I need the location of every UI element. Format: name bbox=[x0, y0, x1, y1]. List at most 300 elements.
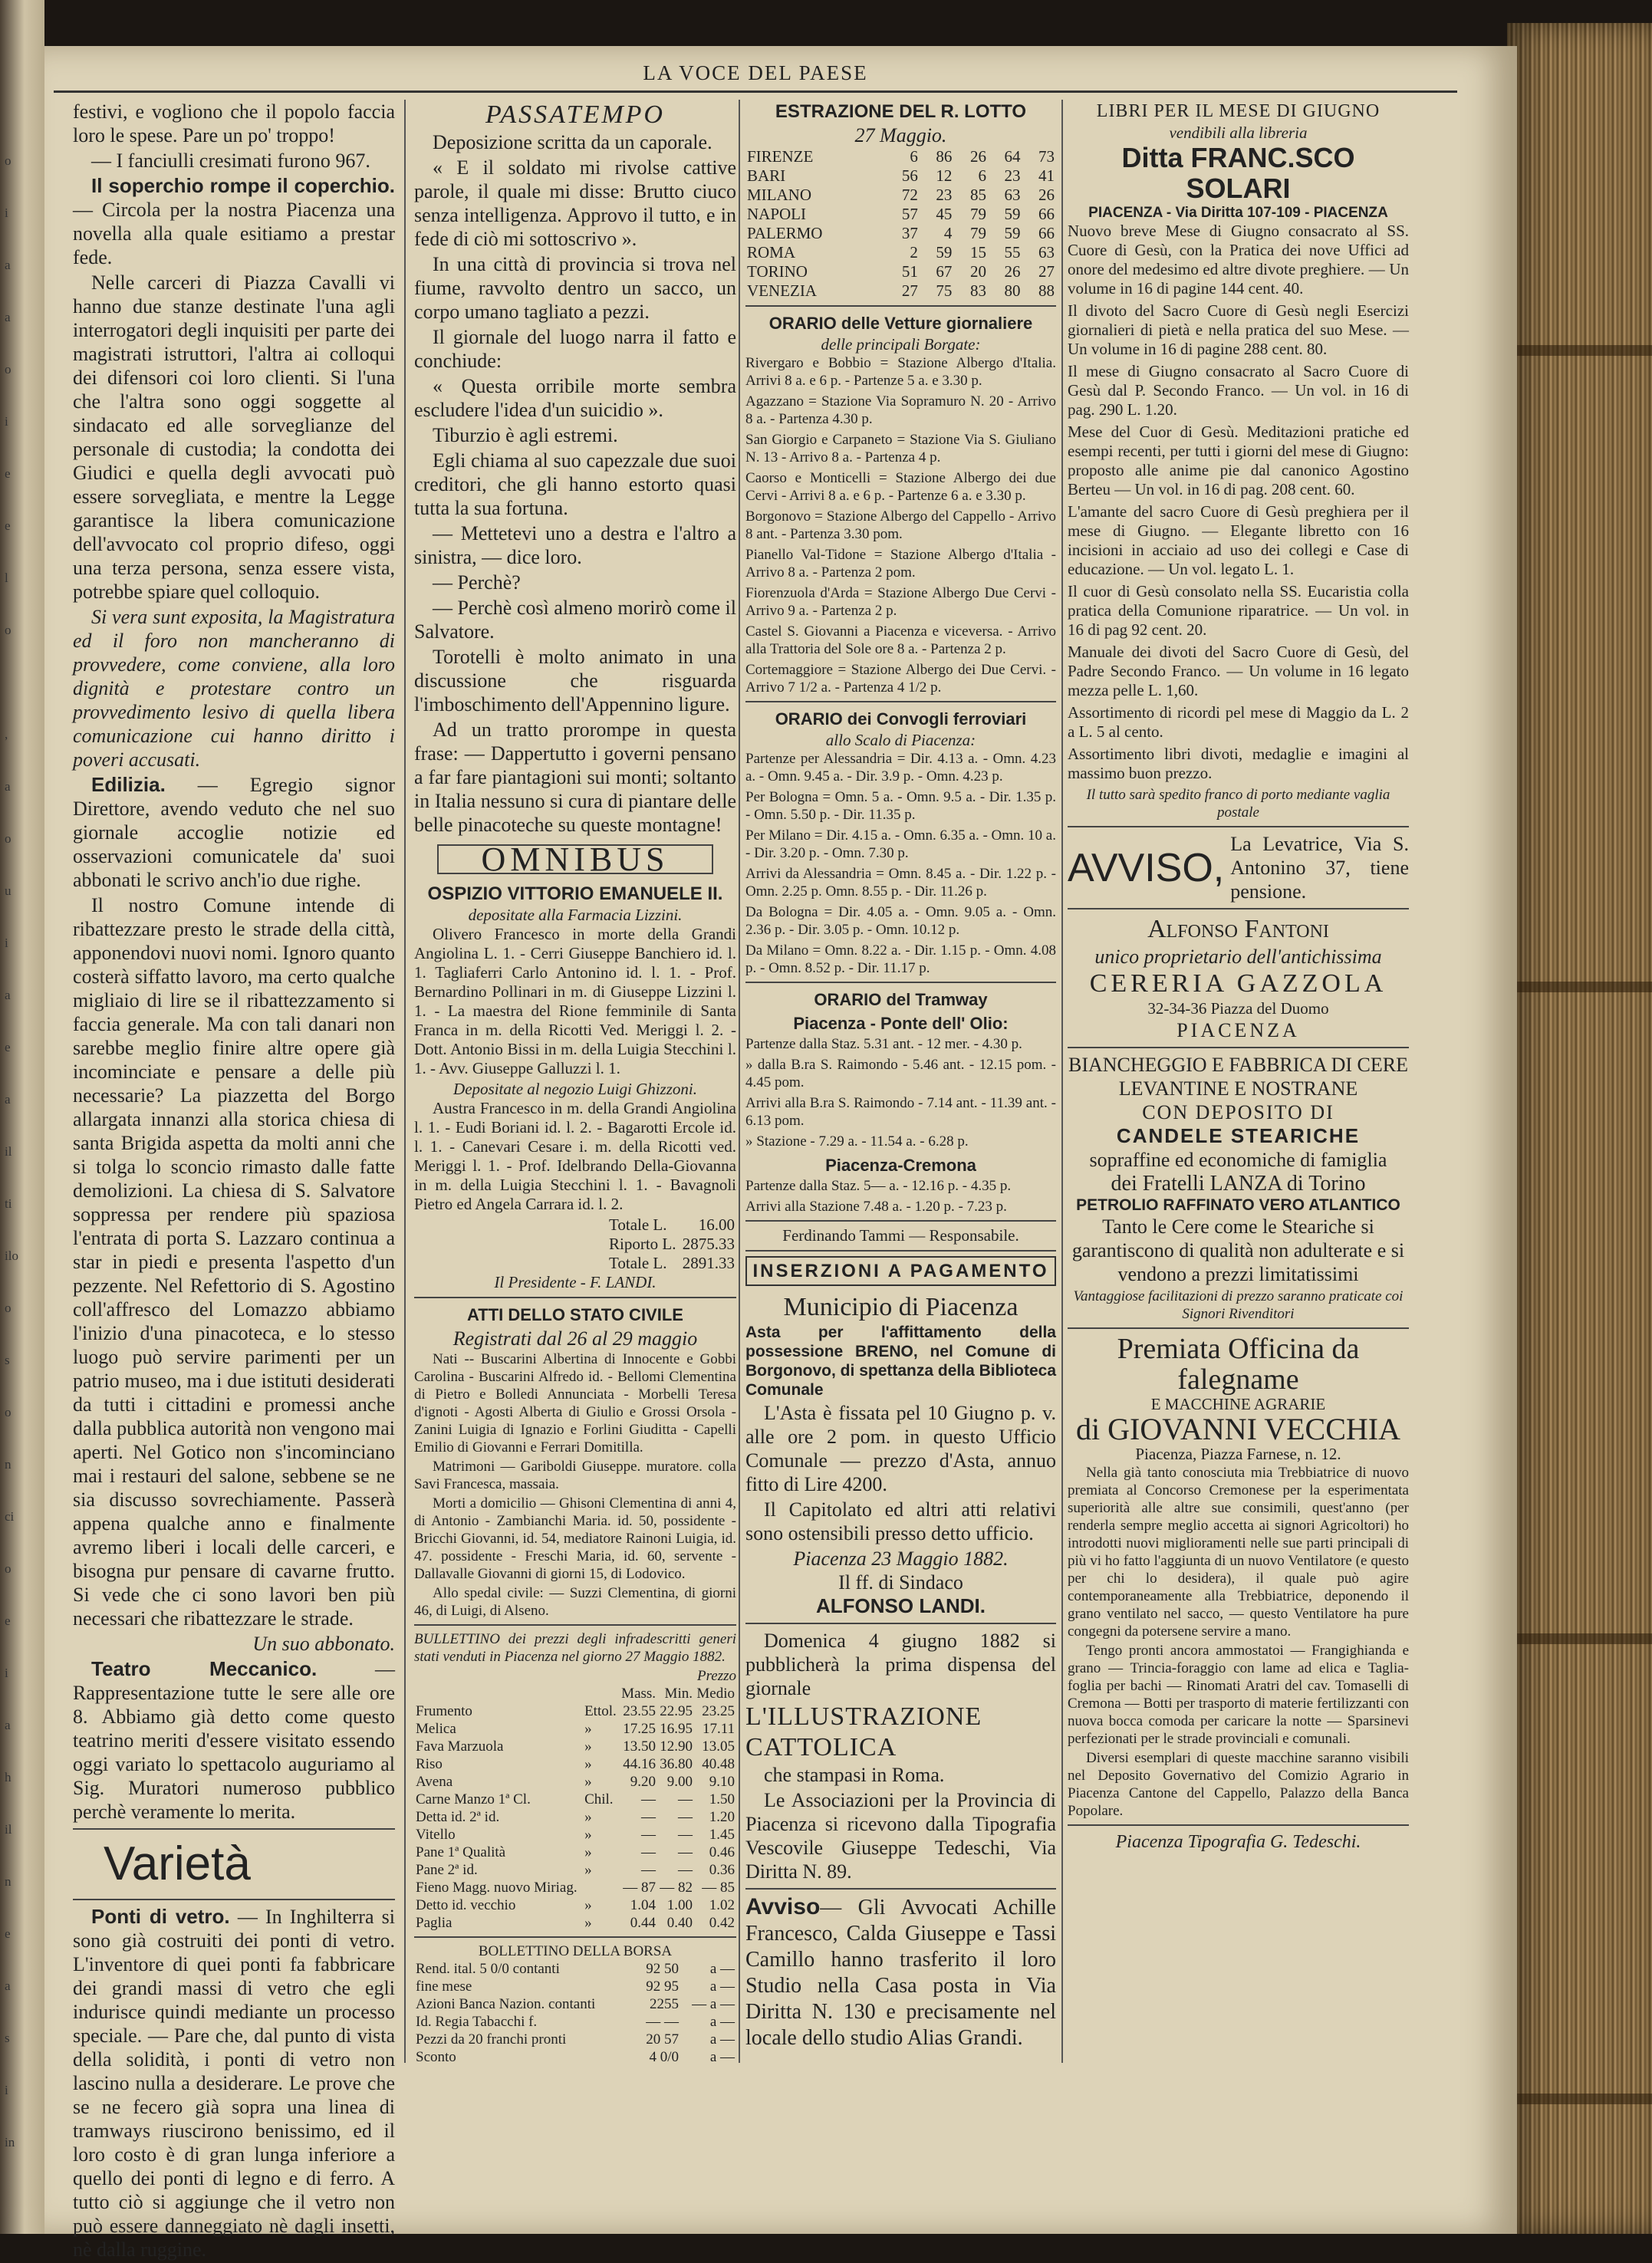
table-cell: — 82 bbox=[660, 1880, 693, 1896]
table-cell: Vitello bbox=[416, 1827, 456, 1843]
list-item: » dalla B.ra S. Raimondo - 5.46 ant. - 12.15 pom. - 4.45 pom. bbox=[745, 1057, 1056, 1090]
paragraph: Il nostro Comune intende di ribattezzare presto le strade della città, apponendovi nuovi nomi. Ignoro quanto costerà siffatto lavoro, ma certo qualche migliaio di lire se il ribattezzamento si faccia generale. Ma con tali danari non sarebbe meglio finire altre opere già incominciate e pensare a delle più necessarie? La piazzetta del Borgo allargata innanzi alla storica chiesa di santa Brigida aspetta da molti anni che si tolga lo sconcio rimasto dalle fatte demolizioni. La chiesa di S. Salvatore soppressa per rendere più spaziosa l'entrata di porta S. Lazzaro continua a star in piedi e presenta l'aspetto d'un pezzente. Nel Refettorio di S. Agostino coll'affresco del Lomazzo abbiamo l'inizio d'una pinacoteca, e lo stesso luogo può servire parimenti per un patrio museo, ma i due istituti desiderati da tutti i cittadini e promessi anche dalla pubblica autorità non vengono mai aperti. Nel Gotico non s'incominciano mai i restauri del salone, sebbene se ne sia discusso sovrechiamente. Passerà appena qualche anno e finalmente avremo liberi i locali delle carceri, e bisogna pur pensare di cavarne frutto. Si vede che ci sono lavori ben più necessari che ribattezzare le strade. bbox=[73, 894, 395, 1630]
table-cell: 9.00 bbox=[666, 1774, 693, 1790]
column-header: Medio bbox=[696, 1686, 735, 1702]
column-rule bbox=[739, 100, 740, 2063]
paragraph: Tengo pronti ancora ammostatoi — Frangighianda e grano — Trincia-foraggio con lame ad elica e Taglia-foglia per bachi — Rinomati Aratri del cav. Tomaselli di Cremona — Botti per trasporto di materie fertilizzanti con nuova bocca comoda per caricare la notte — Sparsinevi perfezionati per le strade provinciali e comunali. bbox=[1068, 1643, 1409, 1747]
paragraph: Asta per l'affittamento della possessione BRENO, nel Comune di Borgonovo, di spettanza della Biblioteca Comunale bbox=[745, 1324, 1056, 1399]
paragraph: — Egregio signor Direttore, avendo veduto che nel suo giornale accoglie notizie ed osservazioni comunicatele da' suoi abbonati le scrivo anch'io due righe. bbox=[73, 774, 396, 891]
shop-name: Premiata Officina da falegname bbox=[1117, 1333, 1360, 1396]
table-row bbox=[414, 1738, 736, 1755]
list-item: Partenze per Alessandria = Dir. 4.13 a. - Omn. 4.23 a. - Omn. 9.45 a. - Dir. 3.9 p. - Omn. 4.23 p. bbox=[745, 751, 1056, 784]
table-cell: 92 95 bbox=[646, 1978, 679, 1995]
previous-page-margin bbox=[0, 0, 44, 2234]
table-cell: Detta id. 2ª id. bbox=[416, 1809, 500, 1825]
value: 2875.33 bbox=[682, 1235, 735, 1253]
paragraph: In una città di provincia si trova nel fiume, ravvolto dentro un sacco, un corpo umano tagliato a pezzi. bbox=[414, 253, 736, 323]
margin-fragment: a bbox=[5, 258, 11, 272]
number-cell: 20 bbox=[969, 262, 986, 281]
list-item: Partenze dalla Staz. 5.31 ant. - 12 mer. - 4.30 p. bbox=[745, 1036, 1022, 1052]
number-cell: 45 bbox=[936, 205, 953, 223]
subsection-title: ORARIO dei Convogli ferroviari bbox=[775, 709, 1027, 729]
number-cell: 80 bbox=[1004, 281, 1021, 300]
table-cell: Carne Manzo 1ª Cl. bbox=[416, 1791, 531, 1807]
caption: Il tutto sarà spedito franco di porto mediante vaglia postale bbox=[1086, 787, 1390, 821]
table-cell: — bbox=[641, 1844, 657, 1860]
column-rule bbox=[404, 100, 406, 2063]
number-cell: 6 bbox=[910, 147, 918, 166]
paragraph: Domenica 4 giugno 1882 si pubblicherà la prima dispensa del giornale bbox=[745, 1630, 1056, 1699]
subsection-title: Piacenza-Cremona bbox=[825, 1156, 976, 1175]
subsection-title: ESTRAZIONE DEL R. LOTTO bbox=[775, 101, 1027, 122]
paragraph: — Perchè così almeno morirò come il Salvatore. bbox=[414, 597, 736, 643]
paragraph: — Circola per la nostra Piacenza una novella alla quale esitiamo a prestar fede. bbox=[73, 199, 395, 268]
margin-fragment: i bbox=[5, 2083, 8, 2097]
number-cell: 64 bbox=[1004, 147, 1021, 166]
table-row bbox=[414, 1791, 736, 1808]
paragraph: festivi, e vogliono che il popolo faccia loro le spese. Pare un po' troppo! bbox=[73, 100, 395, 146]
lotto-table bbox=[745, 147, 1056, 301]
number-cell: 73 bbox=[1038, 147, 1055, 166]
caption: delle principali Borgate: bbox=[821, 335, 981, 354]
table-cell: — bbox=[641, 1791, 657, 1807]
shop-name: Alfonso Fantoni bbox=[1147, 915, 1329, 943]
table-cell: 36.80 bbox=[660, 1756, 693, 1772]
table-row bbox=[745, 166, 1056, 186]
table-cell: fine mese bbox=[416, 1978, 472, 1995]
paragraph: Olivero Francesco in morte della Grandi Angiolina L. 1. - Cerri Giuseppe Banchiero id. l. 1. Tagliaferri Carlo Antonino id. l. 1. - Prof. Bernardino Pollinari in m. di Giuseppe Lizzini l. 1. - La maestra del Rione femminile di Santa Franca in m. della Ricotti Ved. Meriggi l. 2. - Dott. Antonio Bissi in m. della Luigia Stecchini l. 1. - Avv. Giuseppe Galluzzi l. 1. bbox=[414, 925, 736, 1077]
prices-table bbox=[414, 1685, 736, 1932]
paragraph: Si vera sunt exposita, la Magistratura ed il foro non mancheranno di provvedere, come conviene, alla loro dignità e protestare contro un provvedimento lesivo di quella libera comunicazione cui hanno diritto i poveri accusati. bbox=[73, 606, 395, 771]
column-header: Mass. bbox=[621, 1686, 657, 1702]
divider bbox=[414, 1624, 736, 1626]
masthead-rule bbox=[54, 90, 1457, 93]
avviso-heading: AVVISO, bbox=[1068, 845, 1225, 890]
list-item: Da Bologna = Dir. 4.05 a. - Omn. 9.05 a. - Omn. 2.36 p. - Dir. 3.05 p. - Omn. 10.12 p. bbox=[745, 904, 1056, 938]
table-row bbox=[414, 1808, 736, 1826]
paragraph: Deposizione scritta da un caporale. bbox=[433, 131, 712, 153]
table-row bbox=[414, 1861, 736, 1879]
table-cell: 23.55 bbox=[623, 1703, 657, 1719]
table-cell: Sconto bbox=[416, 2049, 456, 2065]
table-cell: 0.36 bbox=[709, 1862, 735, 1878]
list-item: Mese del Cuor di Gesù. Meditazioni pratiche ed esempi recenti, per tutti i giorni del mese di Giugno: proposto alle anime pie dal canonico Agostino Berteu — Un vol. in 16 di pag. 208 cent. 60. bbox=[1068, 423, 1409, 498]
date: Piacenza 23 Maggio 1882. bbox=[793, 1548, 1009, 1570]
divider bbox=[745, 1250, 1056, 1252]
number-cell: 66 bbox=[1038, 205, 1055, 223]
margin-fragment: i bbox=[5, 1666, 8, 1680]
subsection-title: LIBRI PER IL MESE DI GIUGNO bbox=[1096, 101, 1381, 121]
caption: sopraffine ed economiche di famiglia bbox=[1089, 1149, 1387, 1171]
margin-fragment: o bbox=[5, 362, 12, 377]
margin-fragment: i bbox=[5, 414, 8, 429]
caption: Registrati dal 26 al 29 maggio bbox=[452, 1327, 698, 1350]
table-cell: » bbox=[584, 1774, 592, 1790]
table-row bbox=[745, 243, 1056, 262]
table-cell: 1.00 bbox=[666, 1897, 693, 1913]
imprint: Piacenza Tipografia G. Tedeschi. bbox=[1115, 1832, 1361, 1852]
list-item: Nuovo breve Mese di Giugno consacrato al SS. Cuore di Gesù, con la Pratica dei nove Uffici ad onore del medesimo ed altre divote preghiere. — Un volume in 16 di pagine 144 cent. 40. bbox=[1068, 222, 1409, 298]
number-cell: 26 bbox=[1004, 262, 1021, 281]
margin-fragment: o bbox=[5, 623, 12, 637]
table-cell: a — bbox=[709, 2049, 735, 2065]
section-title: Varietà bbox=[104, 1837, 251, 1890]
table-cell: 12.90 bbox=[660, 1738, 693, 1755]
number-cell: 59 bbox=[1004, 224, 1021, 242]
table-cell: — bbox=[677, 1809, 693, 1825]
table-cell: — 87 bbox=[623, 1880, 657, 1896]
table-cell: Pezzi da 20 franchi pronti bbox=[416, 2031, 567, 2048]
caption: Prezzo bbox=[696, 1668, 736, 1684]
number-cell: 56 bbox=[901, 166, 918, 185]
table-cell: 17.25 bbox=[623, 1721, 657, 1737]
table-row bbox=[745, 205, 1056, 224]
list-item: Il divoto del Sacro Cuore di Gesù negli Esercizi giornalieri di pietà e nella pratica del suo Mese. — Un volume in 16 di pagine 288 cent. 80. bbox=[1068, 301, 1409, 358]
label: Riporto L. bbox=[609, 1235, 676, 1253]
table-cell: a — bbox=[709, 1978, 735, 1995]
margin-fragment: e bbox=[5, 1040, 11, 1054]
city-cell: TORINO bbox=[747, 262, 808, 281]
divider bbox=[1068, 1047, 1409, 1048]
table-cell: Pane 1ª Qualità bbox=[416, 1844, 506, 1860]
list-item: Assortimento di ricordi pel mese di Maggio da L. 2 a L. 5 al cento. bbox=[1068, 703, 1409, 741]
table-cell: Melica bbox=[416, 1721, 456, 1737]
number-cell: 79 bbox=[969, 205, 986, 223]
table-cell: Rend. ital. 5 0/0 contanti bbox=[416, 1961, 560, 1977]
number-cell: 26 bbox=[1038, 186, 1055, 204]
margin-fragment: o bbox=[5, 1405, 12, 1419]
number-cell: 51 bbox=[901, 262, 918, 281]
paragraph: — Mettetevi uno a destra e l'altro a sinistra, — dice loro. bbox=[414, 522, 736, 568]
table-cell: » bbox=[584, 1721, 592, 1737]
caption: Depositate al negozio Luigi Ghizzoni. bbox=[453, 1080, 697, 1098]
table-cell: — 85 bbox=[702, 1880, 735, 1896]
book-edge bbox=[1507, 23, 1652, 2234]
subsection-title: ORARIO delle Vetture giornaliere bbox=[768, 314, 1033, 333]
table-cell: — bbox=[677, 1844, 693, 1860]
number-cell: 6 bbox=[978, 166, 986, 185]
paragraph: Tanto le Cere come le Steariche si garantiscono di qualità non adulterate e si vendono a prezzi limitatissimi bbox=[1071, 1215, 1405, 1285]
divider bbox=[1068, 826, 1409, 827]
list-item: Assortimento libri divoti, medaglie e imagini al massimo buon prezzo. bbox=[1068, 745, 1409, 782]
city-cell: MILANO bbox=[747, 186, 811, 204]
label: Totale L. bbox=[609, 1215, 667, 1234]
paragraph: — I fanciulli cresimati furono 967. bbox=[91, 150, 370, 172]
margin-fragment: e bbox=[5, 466, 11, 481]
paragraph: Vantaggiose facilitazioni di prezzo saranno praticate coi Signori Rivenditori bbox=[1073, 1288, 1404, 1322]
responsabile: Ferdinando Tammi — Responsabile. bbox=[782, 1226, 1019, 1245]
table-cell: a — bbox=[709, 2031, 735, 2048]
table-cell: — bbox=[677, 1862, 693, 1878]
number-cell: 12 bbox=[936, 166, 953, 185]
city-cell: BARI bbox=[747, 166, 786, 185]
table-cell: — a — bbox=[692, 1996, 735, 2012]
table-cell bbox=[583, 1879, 619, 1896]
list-item: Da Milano = Omn. 8.22 a. - Dir. 1.15 p. - Omn. 4.08 p. - Omn. 8.52 p. - Dir. 11.17 p. bbox=[745, 942, 1056, 976]
list-item: L'amante del sacro Cuore di Gesù preghiera per il mese di Giugno. — Elegante libretto con 16 incisioni in acciaio ad uso dei collegi e Case di educazione. — Un vol. legato L. 1. bbox=[1068, 502, 1409, 578]
number-cell: 55 bbox=[1004, 243, 1021, 261]
paragraph: Nella già tanto conosciuta mia Trebbiatrice di nuovo premiata al Concorso Cremonese per la esperimentata superiorità alle altre sue consimili, quest'anno (per renderla sempre meglio accetta ai signori Agricoltori) ho introdotti nuovi miglioramenti nelle sue parti principali di più vi ho fatto l'aggiunta di un nuovo Ventilatore (e questo per chi lo desidera), il quale può agire contemporaneamente alla Trebbiatrice, deponendo il grano ventilato nel sacco, — questo Ventilatore ha pure congegni da potersene servire a mano. bbox=[1068, 1465, 1409, 1640]
number-cell: 4 bbox=[943, 224, 953, 242]
divider bbox=[745, 982, 1056, 983]
divider bbox=[73, 1899, 395, 1900]
table-cell: — bbox=[677, 1827, 693, 1843]
column-header: Min. bbox=[664, 1686, 693, 1702]
column-3 bbox=[745, 100, 1056, 2053]
list-item: Borgonovo = Stazione Albergo del Cappello - Arrivo 8 ant. - Partenza 3.30 pom. bbox=[745, 508, 1056, 542]
number-cell: 57 bbox=[901, 205, 918, 223]
margin-fragment: s bbox=[5, 1353, 10, 1367]
number-cell: 26 bbox=[969, 147, 986, 166]
shop-name: CERERIA GAZZOLA bbox=[1089, 969, 1387, 998]
list-item: Fiorenzuola d'Arda = Stazione Albergo Due Cervi - Arrivo 9 a. - Partenza 2 p. bbox=[745, 585, 1056, 619]
table-cell: 0.44 bbox=[630, 1915, 657, 1931]
table-row bbox=[414, 2013, 736, 2031]
paragraph: « Questa orribile morte sembra escludere l'idea d'un suicidio ». bbox=[414, 375, 736, 421]
table-cell: Azioni Banca Nazion. contanti bbox=[416, 1996, 596, 2012]
margin-fragment: e bbox=[5, 1613, 11, 1628]
paragraph: Nati -- Buscarini Albertina di Innocente e Gobbi Carolina - Buscarini Alfredo id. - Bellomi Clementina di Pietro e Bolledi Annunciata - Morbelli Teresa d'ignoti - Agosti Alberta di Giulio e Grossi Orsola - Zanini Luigia di Ignazio e Forlini Giuditta - Capelli Emilio di Giovanni e Ferrari Domitilla. bbox=[414, 1351, 736, 1455]
number-cell: 83 bbox=[969, 281, 986, 300]
list-item: Il mese di Giugno consacrato al Sacro Cuore di Gesù dal P. Secondo Franco. — Un vol. in 16 di pag. 290 L. 1.20. bbox=[1068, 362, 1409, 419]
list-item: Pianello Val-Tidone = Stazione Albergo d'Italia - Arrivo 8 a. - Partenza 2 pom. bbox=[745, 547, 1056, 581]
margin-fragment: il bbox=[5, 1822, 12, 1837]
table-row bbox=[745, 281, 1056, 301]
table-cell: 1.50 bbox=[709, 1791, 735, 1807]
table-cell: 23.25 bbox=[702, 1703, 735, 1719]
table-cell: » bbox=[584, 1738, 592, 1755]
margin-fragment: l bbox=[5, 571, 8, 585]
paragraph: Torotelli è molto animato in una discussione che risguarda l'imboschimento dell'Appennino ligure. bbox=[414, 646, 736, 715]
list-item: Agazzano = Stazione Via Sopramuro N. 20 - Arrivo 8 a. - Partenza 4.30 p. bbox=[745, 393, 1056, 427]
table-cell: 1.20 bbox=[709, 1809, 735, 1825]
signature: Un suo abbonato. bbox=[252, 1633, 395, 1655]
number-cell: 2 bbox=[910, 243, 918, 261]
divider bbox=[1068, 1327, 1409, 1329]
subsection-title: ATTI DELLO STATO CIVILE bbox=[467, 1305, 683, 1324]
number-cell: 88 bbox=[1038, 281, 1055, 300]
table-cell: — bbox=[641, 1827, 657, 1843]
paragraph: Allo spedal civile: — Suzzi Clementina, di giorni 46, di Luigi, di Alseno. bbox=[414, 1585, 736, 1619]
caption: 27 Maggio. bbox=[854, 124, 947, 146]
table-cell: Chil. bbox=[584, 1791, 614, 1807]
shop-name: Ditta FRANC.SCO SOLARI bbox=[1121, 142, 1355, 204]
city-cell: FIRENZE bbox=[747, 147, 814, 166]
margin-fragment: ci bbox=[5, 1509, 15, 1524]
column-rule bbox=[1061, 100, 1063, 2063]
table-cell: » bbox=[584, 1862, 592, 1878]
masthead: LA VOCE DEL PAESE bbox=[643, 61, 868, 84]
table-row bbox=[745, 262, 1056, 281]
margin-fragment: a bbox=[5, 988, 11, 1002]
table-cell: 92 50 bbox=[646, 1961, 679, 1977]
caption: dei Fratelli LANZA di Torino bbox=[1111, 1172, 1366, 1196]
divider bbox=[745, 1220, 1056, 1222]
margin-fragment: ti bbox=[5, 1196, 12, 1211]
caption: Il Presidente - F. LANDI. bbox=[494, 1273, 657, 1291]
table-cell: 13.50 bbox=[623, 1738, 657, 1755]
subsection-title: Municipio di Piacenza bbox=[783, 1293, 1019, 1321]
table-row bbox=[414, 2031, 736, 2048]
number-cell: 66 bbox=[1038, 224, 1055, 242]
section-title: INSERZIONI A PAGAMENTO bbox=[745, 1256, 1056, 1286]
table-cell: » bbox=[584, 1827, 592, 1843]
address: 32-34-36 Piazza del Duomo bbox=[1147, 999, 1329, 1018]
paragraph: Diversi esemplari di queste macchine saranno visibili nel Deposito Governativo del Comizio Agrario in Piacenza Cantone del Cappello, Palazzo della Banca Popolare. bbox=[1068, 1750, 1409, 1819]
table-row bbox=[745, 186, 1056, 205]
table-row bbox=[414, 1978, 736, 1995]
margin-fragment: o bbox=[5, 1561, 12, 1576]
number-cell: 41 bbox=[1038, 166, 1055, 185]
table-row bbox=[745, 224, 1056, 243]
margin-fragment: u bbox=[5, 883, 12, 898]
table-row bbox=[414, 1826, 736, 1844]
table-cell: 1.45 bbox=[709, 1827, 735, 1843]
table-row bbox=[414, 1896, 736, 1914]
caption: allo Scalo di Piacenza: bbox=[825, 731, 976, 749]
divider bbox=[414, 1936, 736, 1938]
city: PIACENZA bbox=[1176, 1019, 1300, 1041]
table-cell: — bbox=[641, 1862, 657, 1878]
margin-fragment: n bbox=[5, 1457, 12, 1472]
divider bbox=[745, 701, 1056, 702]
section-title: PASSATEMPO bbox=[485, 100, 665, 129]
list-item: » Stazione - 7.29 a. - 11.54 a. - 6.28 p. bbox=[745, 1133, 969, 1150]
address: Piacenza, Piazza Farnese, n. 12. bbox=[1135, 1445, 1341, 1463]
table-cell: — bbox=[677, 1791, 693, 1807]
paragraph: Ad un tratto prorompe in questa frase: — Dappertutto i governi pensano a far fare piantagioni sui monti; soltanto in Italia nessuno si cura di piantare delle belle pinacoteche su queste montagne! bbox=[414, 719, 736, 836]
caption: CON DEPOSITO DI bbox=[1142, 1101, 1334, 1123]
table-cell: 17.11 bbox=[702, 1721, 735, 1737]
table-row bbox=[414, 1879, 736, 1896]
number-cell: 59 bbox=[936, 243, 953, 261]
number-cell: 23 bbox=[1004, 166, 1021, 185]
table-cell: a — bbox=[709, 1961, 735, 1977]
paragraph: L'Asta è fissata pel 10 Giugno p. v. alle ore 2 pom. in questo Ufficio Comunale — prezzo d'Asta, annuo fitto di Lire 4200. bbox=[745, 1402, 1056, 1495]
list-item: Rivergaro e Bobbio = Stazione Albergo d'Italia. Arrivi 8 a. e 6 p. - Partenze 5 a. e 3.30 p. bbox=[745, 355, 1056, 389]
list-item: Arrivi alla Stazione 7.48 a. - 1.20 p. - 7.23 p. bbox=[745, 1199, 1007, 1215]
list-item: Caorso e Monticelli = Stazione Albergo dei due Cervi - Arrivi 8 a. e 6 p. - Partenze 6 a. e 3.30 p. bbox=[745, 470, 1056, 504]
table-cell: » bbox=[584, 1915, 592, 1931]
paragraph: Le Associazioni per la Provincia di Piacenza si ricevono dalla Tipografia Vescovile Giuseppe Tedeschi, Via Diritta N. 89. bbox=[745, 1789, 1056, 1883]
margin-fragment: a bbox=[5, 1718, 11, 1732]
caption: BIANCHEGGIO E FABBRICA DI CERE LEVANTINE E NOSTRANE bbox=[1068, 1054, 1408, 1100]
number-cell: 67 bbox=[936, 262, 953, 281]
paragraph: BULLETTINO dei prezzi degli infradescritti generi stati venduti in Piacenza nel giorno 27 Maggio 1882. bbox=[414, 1631, 736, 1665]
table-cell: 22.95 bbox=[660, 1703, 693, 1719]
margin-fragment: , bbox=[5, 727, 8, 742]
caption: E MACCHINE AGRARIE bbox=[1150, 1395, 1326, 1413]
paragraph: Matrimoni — Gariboldi Giuseppe. muratore. colla Savi Francesca, massaia. bbox=[414, 1459, 736, 1492]
borsa-table bbox=[414, 1960, 736, 2066]
paragraph: — Rappresentazione tutte le sere alle ore 8. Abbiamo già detto come questo teatrino meriti d'essere visitato essendo oggi variato lo spettacolo auguriamo al Sig. Muratori numeroso pubblico perchè veramente lo merita. bbox=[73, 1658, 395, 1823]
table-cell: 16.95 bbox=[660, 1721, 693, 1737]
table-row bbox=[414, 1844, 736, 1861]
avviso-heading: Avviso bbox=[745, 1894, 821, 1919]
table-row bbox=[414, 1914, 736, 1932]
table-cell: 9.20 bbox=[630, 1774, 657, 1790]
totals-table bbox=[414, 1215, 736, 1273]
caption: unico proprietario dell'antichissima bbox=[1094, 946, 1382, 968]
subsection-title: ORARIO del Tramway bbox=[814, 990, 988, 1009]
table-cell: 0.40 bbox=[666, 1915, 693, 1931]
paragraph: « E il soldato mi rivolse cattive parole, il quale mi disse: Brutto ciuco senza intelligenza. Approvo il tutto, e in fede di ciò mi sottoscrivo ». bbox=[414, 156, 736, 250]
table-cell: — — bbox=[646, 2014, 679, 2030]
paragraph: che stampasi in Roma. bbox=[764, 1764, 945, 1786]
table-cell: 9.10 bbox=[709, 1774, 735, 1790]
divider bbox=[745, 1888, 1056, 1890]
margin-fragment: in bbox=[5, 2135, 15, 2150]
number-cell: 59 bbox=[1004, 205, 1021, 223]
table-cell: » bbox=[584, 1844, 592, 1860]
margin-fragment: n bbox=[5, 1874, 12, 1889]
paragraph: Egli chiama al suo capezzale due suoi creditori, che gli hanno estorto quasi tutta la sua fortuna. bbox=[414, 449, 736, 519]
divider bbox=[73, 1828, 395, 1830]
table-cell: 1.04 bbox=[630, 1897, 657, 1913]
caption: depositate alla Farmacia Lizzini. bbox=[468, 906, 683, 924]
caption: vendibili alla libreria bbox=[1169, 123, 1308, 142]
number-cell: 63 bbox=[1004, 186, 1021, 204]
number-cell: 63 bbox=[1038, 243, 1055, 261]
city-cell: VENEZIA bbox=[747, 281, 817, 300]
paragraph: — In Inghilterra si sono già costruiti dei ponti di vetro. L'inventore di quei ponti fa fabbricare dei grandi massi di vetro che egli indurisce quindi mediante un processo speciale. — Pare che, dal punto di vista della solidità, i ponti di vetro non lascino nulla a desiderare. Le prove che se ne fecero già sopra una linea di tramways riuscirono benissimo, ed il loro costo è di gran lunga inferiore a quello dei ponti di legno e di ferro. A tutto ciò si aggiunge che il vetro non può essere danneggiato nè dagli insetti, nè dalla ruggine. bbox=[73, 1906, 395, 2261]
margin-fragment: o bbox=[5, 1301, 12, 1315]
margin-fragment: il bbox=[5, 1144, 12, 1159]
table-cell: Frumento bbox=[416, 1703, 472, 1719]
table-cell: 2255 bbox=[650, 1996, 679, 2012]
list-item: Partenze dalla Staz. 5— a. - 12.16 p. - 4.35 p. bbox=[745, 1178, 1012, 1194]
divider bbox=[1068, 908, 1409, 909]
table-cell: 40.48 bbox=[702, 1756, 735, 1772]
paragraph: Nelle carceri di Piazza Cavalli vi hanno due stanze destinate l'una agli interrogatori degli inquisiti per parte dei magistrati istruttori, l'altra ai colloqui dei difensori coi loro clienti. Si l'una che l'altra sono oggi soggette al sindacato ed alle sorveglianze del personale di custodia; la condotta dei Giudici e quella degli avvocati può essere sorvegliata, e mentre la Legge garantisce la libera comunicazione dell'avvocato col proprio difeso, oggi una terza persona, senza essere vista, potrebbe spiare quel colloquio. bbox=[73, 271, 395, 603]
number-cell: 72 bbox=[901, 186, 918, 204]
table-cell: 0.42 bbox=[709, 1915, 735, 1931]
column-4 bbox=[1068, 100, 1409, 1854]
divider bbox=[745, 1623, 1056, 1624]
signature: ALFONSO LANDI. bbox=[816, 1594, 986, 1617]
value: 16.00 bbox=[698, 1215, 735, 1234]
column-2 bbox=[414, 100, 736, 2066]
paragraph: Il Capitolato ed altri atti relativi sono ostensibili presso detto ufficio. bbox=[745, 1498, 1056, 1544]
table-cell: Fieno Magg. nuovo Miriag. bbox=[416, 1880, 578, 1896]
margin-fragment: a bbox=[5, 1978, 11, 1993]
number-cell: 75 bbox=[936, 281, 953, 300]
table-cell: » bbox=[584, 1897, 592, 1913]
table-row bbox=[414, 1755, 736, 1773]
table-cell: 4 0/0 bbox=[649, 2049, 679, 2065]
paragraph: Tiburzio è agli estremi. bbox=[433, 424, 618, 446]
table-cell: Avena bbox=[416, 1774, 453, 1790]
table-cell: 1.02 bbox=[709, 1897, 735, 1913]
number-cell: 85 bbox=[969, 186, 986, 204]
table-row bbox=[414, 2048, 736, 2066]
table-cell: » bbox=[584, 1809, 592, 1825]
caption: PETROLIO RAFFINATO VERO ATLANTICO bbox=[1076, 1196, 1400, 1214]
margin-fragment: o bbox=[5, 831, 12, 846]
subsection-title: Piacenza - Ponte dell' Olio: bbox=[793, 1014, 1009, 1033]
table-cell: — bbox=[641, 1809, 657, 1825]
table-cell: 0.46 bbox=[709, 1844, 735, 1860]
list-item: Arrivi alla B.ra S. Raimondo - 7.14 ant. - 11.39 ant. - 6.13 pom. bbox=[745, 1095, 1056, 1129]
number-cell: 86 bbox=[936, 147, 953, 166]
paragraph: Il giornale del luogo narra il fatto e conchiude: bbox=[414, 326, 736, 372]
table-row bbox=[414, 1702, 736, 1720]
label: Totale L. bbox=[609, 1254, 667, 1272]
city-cell: ROMA bbox=[747, 243, 796, 261]
paragraph: Morti a domicilio — Ghisoni Clementina di anni 4, di Antonio - Zambianchi Maria. id. 50, possidente - Bricchi Giovanni, id. 54, mediatore Rainoni Luigia, id. 47. possidente - Freschi Maria, id. 60, servente - Dallavalle Giovanni di giorni 15, di Lodovico. bbox=[414, 1495, 736, 1582]
subsection-title: OSPIZIO VITTORIO EMANUELE II. bbox=[427, 883, 723, 904]
caption: CANDELE STEARICHE bbox=[1116, 1124, 1361, 1147]
